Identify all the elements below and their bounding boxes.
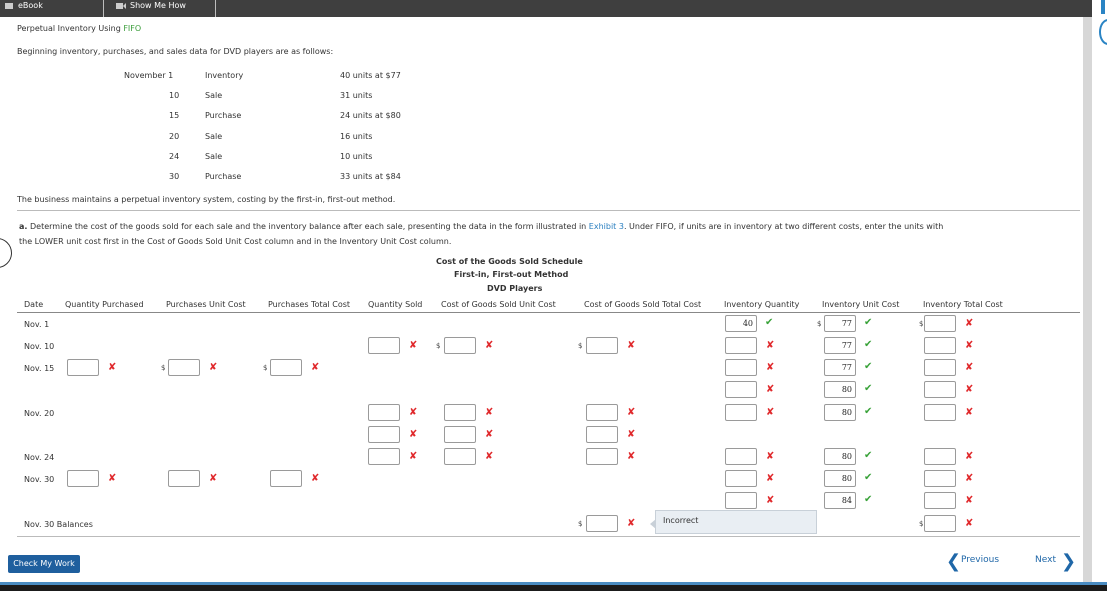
incorrect-icon: ✘ xyxy=(766,340,775,351)
incorrect-icon: ✘ xyxy=(627,451,636,462)
cogs-unit-cost-input[interactable] xyxy=(444,404,476,421)
cogs-total-cost-input[interactable] xyxy=(586,404,618,421)
scrollbar[interactable] xyxy=(1083,17,1092,582)
incorrect-icon: ✘ xyxy=(965,473,974,484)
cogs-total-cost-input[interactable] xyxy=(586,337,618,354)
top-toolbar xyxy=(0,0,1092,17)
right-edge-panel xyxy=(1092,0,1107,591)
incorrect-icon: ✘ xyxy=(311,473,320,484)
quantity-purchased-input[interactable] xyxy=(67,359,99,376)
cogs-unit-cost-input[interactable] xyxy=(444,337,476,354)
data-type: Inventory xyxy=(205,71,244,80)
incorrect-icon: ✘ xyxy=(766,407,775,418)
incorrect-icon: ✘ xyxy=(209,473,218,484)
incorrect-icon: ✘ xyxy=(965,340,974,351)
data-day: 15 xyxy=(169,111,180,120)
inventory-total-cost-input[interactable] xyxy=(924,337,956,354)
data-type: Purchase xyxy=(205,172,242,181)
inventory-total-cost-input[interactable] xyxy=(924,381,956,398)
quantity-sold-input[interactable] xyxy=(368,448,400,465)
video-icon xyxy=(116,2,126,10)
previous-chevron-icon[interactable]: ❮ xyxy=(946,551,962,572)
incorrect-icon: ✘ xyxy=(409,429,418,440)
inventory-quantity-input[interactable] xyxy=(725,448,757,465)
row-date: Nov. 30 xyxy=(24,475,55,484)
incorrect-icon: ✘ xyxy=(209,362,218,373)
data-day: 30 xyxy=(169,172,180,181)
col-header: Inventory Unit Cost xyxy=(822,300,900,309)
data-qty: 31 units xyxy=(340,91,373,100)
data-type: Sale xyxy=(205,132,223,141)
col-header: Date xyxy=(24,300,44,309)
help-icon[interactable] xyxy=(1099,19,1107,45)
purchases-total-cost-input[interactable] xyxy=(270,470,302,487)
show-me-how-label: Show Me How xyxy=(130,1,186,10)
inventory-quantity-input[interactable] xyxy=(725,492,757,509)
inventory-total-cost-input[interactable] xyxy=(924,359,956,376)
cogs-total-cost-input[interactable] xyxy=(586,426,618,443)
inventory-unit-cost-input[interactable]: 80 xyxy=(824,381,856,398)
correct-icon: ✔ xyxy=(864,406,873,417)
col-header: Quantity Purchased xyxy=(65,300,144,309)
schedule-title: Cost of the Goods Sold Schedule xyxy=(436,257,583,266)
bottom-bar xyxy=(0,585,1107,591)
col-header: Cost of Goods Sold Unit Cost xyxy=(441,300,556,309)
incorrect-icon: ✘ xyxy=(965,407,974,418)
data-month: November 1 xyxy=(124,71,174,80)
book-icon xyxy=(4,2,14,10)
purchases-total-cost-input[interactable] xyxy=(270,359,302,376)
incorrect-icon: ✘ xyxy=(627,407,636,418)
incorrect-icon: ✘ xyxy=(766,451,775,462)
quantity-sold-input[interactable] xyxy=(368,404,400,421)
dollar-sign: $ xyxy=(817,320,822,328)
dollar-sign: $ xyxy=(919,320,924,328)
previous-button[interactable]: Previous xyxy=(961,555,1000,565)
fifo-term: FIFO xyxy=(123,24,142,33)
incorrect-icon: ✘ xyxy=(311,362,320,373)
question-marker xyxy=(0,238,12,268)
cogs-unit-cost-input[interactable] xyxy=(444,426,476,443)
inventory-quantity-input[interactable] xyxy=(725,404,757,421)
incorrect-icon: ✘ xyxy=(965,495,974,506)
inventory-quantity-input[interactable] xyxy=(725,470,757,487)
incorrect-icon: ✘ xyxy=(627,340,636,351)
inventory-unit-cost-input[interactable]: 77 xyxy=(824,315,856,332)
cogs-total-cost-input[interactable] xyxy=(586,448,618,465)
cogs-unit-cost-input[interactable] xyxy=(444,448,476,465)
inventory-unit-cost-input[interactable]: 80 xyxy=(824,404,856,421)
inventory-quantity-input[interactable] xyxy=(725,381,757,398)
data-day: 10 xyxy=(169,91,180,100)
incorrect-icon: ✘ xyxy=(766,473,775,484)
incorrect-icon: ✘ xyxy=(766,495,775,506)
cogs-total-balance-input[interactable] xyxy=(586,515,618,532)
dollar-sign: $ xyxy=(161,364,166,372)
incorrect-icon: ✘ xyxy=(965,318,974,329)
ebook-button[interactable] xyxy=(0,0,103,17)
exhibit-link[interactable]: Exhibit 3 xyxy=(588,222,624,231)
inventory-unit-cost-input[interactable]: 77 xyxy=(824,337,856,354)
data-qty: 16 units xyxy=(340,132,373,141)
incorrect-icon: ✘ xyxy=(766,362,775,373)
inventory-total-cost-input[interactable] xyxy=(924,470,956,487)
col-header: Purchases Unit Cost xyxy=(166,300,246,309)
incorrect-icon: ✘ xyxy=(409,407,418,418)
col-header: Quantity Sold xyxy=(368,300,423,309)
inventory-total-balance-input[interactable] xyxy=(924,515,956,532)
data-qty: 10 units xyxy=(340,152,373,161)
intro-text: Beginning inventory, purchases, and sales data for DVD players are as follows: xyxy=(17,47,334,56)
correct-icon: ✔ xyxy=(864,339,873,350)
incorrect-icon: ✘ xyxy=(485,429,494,440)
incorrect-icon: ✘ xyxy=(766,384,775,395)
purchases-unit-cost-input[interactable] xyxy=(168,359,200,376)
incorrect-icon: ✘ xyxy=(627,518,636,529)
correct-icon: ✔ xyxy=(864,361,873,372)
inventory-unit-cost-input[interactable]: 80 xyxy=(824,448,856,465)
schedule-method: First-in, First-out Method xyxy=(454,270,569,279)
question-text: a. Determine the cost of the goods sold for each sale and the inventory balance after each sale, presenting the data in the form illustrated in Exhibit 3. Under FIFO, if units are in inventory at two different costs, enter the units with xyxy=(19,222,944,231)
row-date: Nov. 10 xyxy=(24,342,55,351)
row-date: Nov. 24 xyxy=(24,453,55,462)
row-date: Nov. 20 xyxy=(24,409,55,418)
dollar-sign: $ xyxy=(578,342,583,350)
dollar-sign: $ xyxy=(578,520,583,528)
incorrect-icon: ✘ xyxy=(485,340,494,351)
quantity-sold-input[interactable] xyxy=(368,337,400,354)
incorrect-icon: ✘ xyxy=(965,518,974,529)
col-header: Purchases Total Cost xyxy=(268,300,351,309)
next-button[interactable]: Next xyxy=(1035,555,1056,565)
dollar-sign: $ xyxy=(919,520,924,528)
data-type: Sale xyxy=(205,152,223,161)
row-date: Nov. 15 xyxy=(24,364,55,373)
incorrect-icon: ✘ xyxy=(108,473,117,484)
col-header: Inventory Total Cost xyxy=(923,300,1003,309)
inventory-quantity-input[interactable] xyxy=(725,337,757,354)
inventory-total-cost-input[interactable] xyxy=(924,448,956,465)
dollar-sign: $ xyxy=(436,342,441,350)
schedule-product: DVD Players xyxy=(487,284,543,293)
data-day: 20 xyxy=(169,132,180,141)
quantity-purchased-input[interactable] xyxy=(67,470,99,487)
incorrect-icon: ✘ xyxy=(965,451,974,462)
incorrect-icon: ✘ xyxy=(108,362,117,373)
incorrect-icon: ✘ xyxy=(965,362,974,373)
inventory-total-cost-input[interactable] xyxy=(924,492,956,509)
inventory-total-cost-input[interactable] xyxy=(924,404,956,421)
inventory-unit-cost-input[interactable]: 80 xyxy=(824,470,856,487)
purchases-unit-cost-input[interactable] xyxy=(168,470,200,487)
quantity-sold-input[interactable] xyxy=(368,426,400,443)
col-header: Inventory Quantity xyxy=(724,300,800,309)
inventory-unit-cost-input[interactable]: 84 xyxy=(824,492,856,509)
incorrect-icon: ✘ xyxy=(485,451,494,462)
incorrect-icon: ✘ xyxy=(409,451,418,462)
row-date: Nov. 30 Balances xyxy=(24,520,93,529)
correct-icon: ✔ xyxy=(864,450,873,461)
correct-icon: ✔ xyxy=(864,494,873,505)
correct-icon: ✔ xyxy=(864,472,873,483)
question-text-2: the LOWER unit cost first in the Cost of Goods Sold Unit Cost column and in the Inventory Unit Cost column. xyxy=(19,237,452,246)
incorrect-icon: ✘ xyxy=(627,429,636,440)
data-qty: 33 units at $84 xyxy=(340,172,401,181)
ebook-label: eBook xyxy=(18,1,43,10)
data-qty: 24 units at $80 xyxy=(340,111,401,120)
data-day: 24 xyxy=(169,152,180,161)
incorrect-tooltip: Incorrect xyxy=(655,510,817,534)
inventory-quantity-input[interactable]: 40 xyxy=(725,315,757,332)
next-chevron-icon[interactable]: ❯ xyxy=(1061,551,1077,572)
perpetual-note: The business maintains a perpetual inventory system, costing by the first-in, first-out method. xyxy=(17,195,396,204)
inventory-quantity-input[interactable] xyxy=(725,359,757,376)
data-type: Purchase xyxy=(205,111,242,120)
incorrect-icon: ✘ xyxy=(485,407,494,418)
data-type: Sale xyxy=(205,91,223,100)
correct-icon: ✔ xyxy=(765,317,774,328)
row-date: Nov. 1 xyxy=(24,320,50,329)
correct-icon: ✔ xyxy=(864,317,873,328)
incorrect-icon: ✘ xyxy=(965,384,974,395)
inventory-unit-cost-input[interactable]: 77 xyxy=(824,359,856,376)
page-title: Perpetual Inventory Using FIFO xyxy=(17,24,142,33)
incorrect-icon: ✘ xyxy=(409,340,418,351)
dollar-sign: $ xyxy=(263,364,268,372)
col-header: Cost of Goods Sold Total Cost xyxy=(584,300,702,309)
inventory-total-cost-input[interactable] xyxy=(924,315,956,332)
data-qty: 40 units at $77 xyxy=(340,71,401,80)
correct-icon: ✔ xyxy=(864,383,873,394)
show-me-how-button[interactable] xyxy=(112,0,215,17)
check-my-work-button[interactable]: Check My Work xyxy=(8,555,80,573)
